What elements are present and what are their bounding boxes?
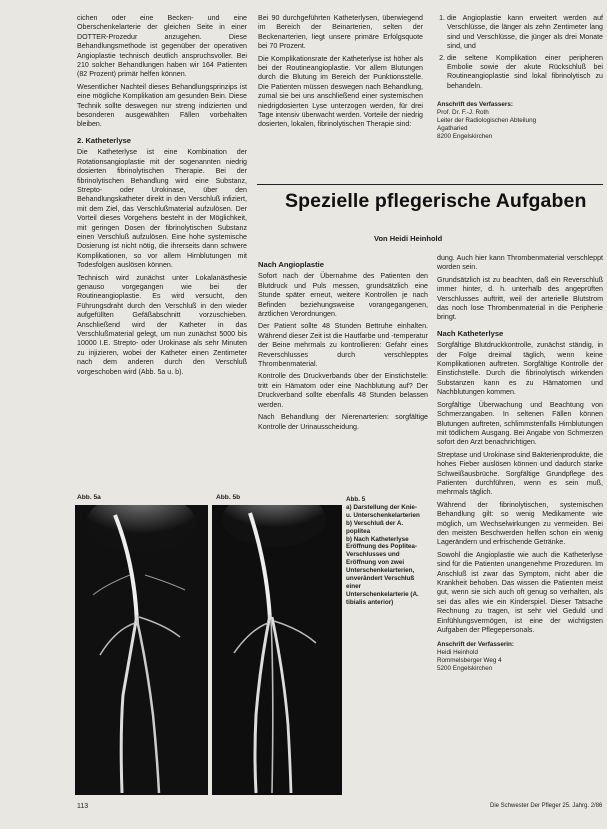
column-1 (77, 14, 247, 380)
paragraph: Technisch wird zunächst unter Lokalanästhesie genauso vorgegangen wie bei der Routineangioplastie. Es wird versucht, den Führungsdraht durch den Verschluß in den wieder aufgefüllten Gefäßabschnitt vorzuschieben. Anschließend wird der Katheter in das Verschlußmaterial gelegt, um nun zunächst 5000 bis 10000 I.E. Strepto- oder Urokinase als sehr Minuten zu injizieren, wobei der Katheter einen Zentimeter nach dem anderen durch den Verschluß vorgeschoben wird (Abb. 5a u. b). (77, 273, 247, 376)
author-line: Leiter der Radiologischen Abteilung (437, 117, 537, 125)
subheading: Nach Angioplastie (258, 260, 324, 269)
column-3-bottom (437, 254, 603, 814)
paragraph: Kontrolle des Druckverbands über der Einstichstelle: tritt ein Hämatom oder eine Nachblutung auf? Der Druckverband sollte ebenfalls 48 Stunden belassen werden. (258, 372, 428, 409)
journal-footer: Die Schwester Der Pfleger 25. Jahrg. 2/86 (490, 803, 603, 809)
author-address-heading: Anschrift des Verfassers: (437, 101, 513, 109)
author-address-heading: Anschrift der Verfasserin: (437, 641, 514, 649)
subheading: Nach Katheterlyse (437, 328, 504, 338)
paragraph: cichen oder eine Becken- und eine Oberschenkelarterie der gleichen Seite in einer DOTTER-Prozedur anzugehen. Diese Behandlungsmethode ist gegenüber der operativen Angioplastie technisch deutlich anspruchsvoller. Bei 210 solcher Behandlungen haben wir 164 Patienten (82 Prozent) primär helfen können. (77, 14, 247, 79)
paragraph: Sowohl die Angioplastie wie auch die Katheterlyse sind für die Patienten unangenehme Prozeduren. Im Anschluß ist zwar das Symptom, nicht aber die Krankheit behoben. Das wissen die Patienten meist gut, wenn sie sich auch oft genug so verhalten, als sei das alles wie ein Kinderspiel. Dieser Tatsache Rechnung zu tragen, ist sehr viel Geduld und Einfühlungsvermögen, ist eine der wichtigsten Aufgaben der Pflegepersonals. (437, 550, 603, 635)
figure-label-b: Abb. 5b (216, 494, 241, 501)
paragraph: Sorgfältige Blutdruckkontrolle, zunächst ständig, in der Folge dreimal täglich, wenn keine Komplikationen auftreten. Sorgfältige Kontrolle der Einstichstelle. Durch die fibrinolytisch wirkenden Substanzen kann es zu Hämatomen und Nachblutungen kommen. (437, 341, 603, 397)
column-2-top (258, 14, 423, 133)
angiogram-image-a (75, 505, 208, 795)
author-line: Prof. Dr. F.-J. Roth (437, 109, 489, 117)
author-line: Heidi Heinhold (437, 649, 478, 657)
author-line: Rommelsberger Weg 4 (437, 657, 502, 665)
paragraph: Die Katheterlyse ist eine Kombination der Rotationsangioplastie mit der sogenannten niedrig dosierten fibrinolytischen Therapie. Bei der fibrinolytischen Behandlung wird eine Substanz, Strepto- oder Urokinase, über den Behandlungskatheter direkt in den Verschluß infiziert, mit dem Ziel, das Verschlußmaterial aufzulösen. Der Vorteil dieses Vorgehens besteht in der Möglichkeit, mit geringen Dosen der fibrinolytischen Substanz einen Verschluß aufzulösen. Eine hohe systemische Dosierung ist nicht nötig, die ihrerseits dann schwere Komplikationen, so vor allem Hirnblutungen mit Todesfolgen auslösen können. (77, 148, 247, 270)
figure-label-a: Abb. 5a (77, 494, 101, 501)
author-line: 8200 Engelskirchen (437, 133, 493, 141)
paragraph: Der Patient sollte 48 Stunden Bettruhe einhalten. Während dieser Zeit ist die Hautfarbe und -temperatur der Beine mehrmals zu kontrollieren: Gefahr eines Reverschlusses durch verschlepptes Thrombenmaterial. (258, 322, 428, 369)
section-heading: 2. Katheterlyse (77, 135, 132, 145)
paragraph: Nach Behandlung der Nierenarterien: sorgfältige Kontrolle der Urinausscheidung. (258, 413, 428, 431)
paragraph: Während der fibrinolytischen, systemischen Behandlung gilt: so wenig Medikamente wie möglich, um Wechselwirkungen zu vermeiden. Bei den meisten Beschwerden helfen schon ein wenig Lagerändern und erfrischende Getränke. (437, 500, 603, 547)
author-line: Agatharied (437, 125, 468, 133)
column-3-top (437, 14, 603, 141)
column-2-bottom (258, 254, 428, 435)
paragraph: Die Komplikationsrate der Katheterlyse ist höher als bei der Routineangioplastie. Vor allem Blutungen durch die Blutung im Bereich der Punktionsstelle. Die Patienten müssen deswegen nach Behandlung, zumal sie bei uns anschließend einer systemischen niedrigdosierten Lyse unterzogen werden, für drei Tage intensiv überwacht werden. Vorteile der niedrig dosierten, lokalen, fibrinolytischen Therapie sind: (258, 54, 423, 129)
paragraph: Sorgfältige Überwachung und Beachtung von Schmerzangaben. In seltenen Fällen können Blutungen auftreten, schlimmstenfalls Hirnblutungen mit tödlichem Ausgang. Bei Angabe von Schmerzen sofort den Arzt benachrichtigen. (437, 400, 603, 447)
byline: Von Heidi Heinhold (374, 234, 443, 243)
angiogram-image-b (212, 505, 342, 795)
figure-caption: Abb. 5 a) Darstellung der Knie- u. Unterschenkelarterien b) Verschluß der A. poplitea b) Nach Katheterlyse Eröffnung des Poplitea-Verschlusses und Eröffnung von zwei Unterschenkelarterien, unverändert Verschluß einer Unterschenkelarterie (A. tibialis anterior) (346, 496, 420, 606)
list-item: 2. die seltene Komplikation einer peripheren Embolie sowie der akute Rückschluß bei Routineangioplastie sind lokal fibrinolytisch zu behandeln. (447, 54, 603, 92)
article-title: Spezielle pflegerische Aufgaben (285, 190, 587, 212)
advantages-list (437, 14, 603, 91)
paragraph: Streptase und Urokinase sind Bakterienprodukte, die hohes Fieber auslösen können und dadurch starke Schweißausbrüche. Sorgfältige Grundpflege des Patienten durchführen, wenn es sein muß, mehrmals täglich. (437, 450, 603, 497)
paragraph: Sofort nach der Übernahme des Patienten den Blutdruck und Puls messen, grundsätzlich eine Stunde später erneut, weitere Kontrollen je nach Befinden beziehungsweise vorangegangenen, ärztlichen Verordnungen. (258, 272, 428, 319)
divider (257, 184, 603, 185)
author-line: 5200 Engelskirchen (437, 665, 493, 673)
list-item: 1. die Angioplastie kann erweitert werden auf Verschlüsse, die länger als zehn Zentimeter lang sind und Verschlüsse, die jünger als drei Monate sind, und (447, 14, 603, 52)
paragraph: dung. Auch hier kann Thrombenmaterial verschleppt worden sein. (437, 254, 603, 272)
paragraph: Wesentlicher Nachteil dieses Behandlungsprinzips ist eine mögliche Komplikation am gesunden Bein. Diese Technik sollte deswegen nur streng indizierten und besonderen ausgewählten Fällen vorbehalten bleiben. (77, 82, 247, 129)
page-number: 113 (77, 803, 89, 810)
paragraph: Bei 90 durchgeführten Katheterlysen, überwiegend im Bereich der Beinarterien, selten der Beckenarterien, liegt unsere primäre Erfolgsquote bei 70 Prozent. (258, 14, 423, 51)
paragraph: Grundsätzlich ist zu beachten, daß ein Reverschluß immer hinter, d. h. unterhalb des angeprüften Verschlusses auftritt, weil der arterielle Blutstrom das noch lose Thrombenmaterial in die Peripherie bringt. (437, 275, 603, 322)
